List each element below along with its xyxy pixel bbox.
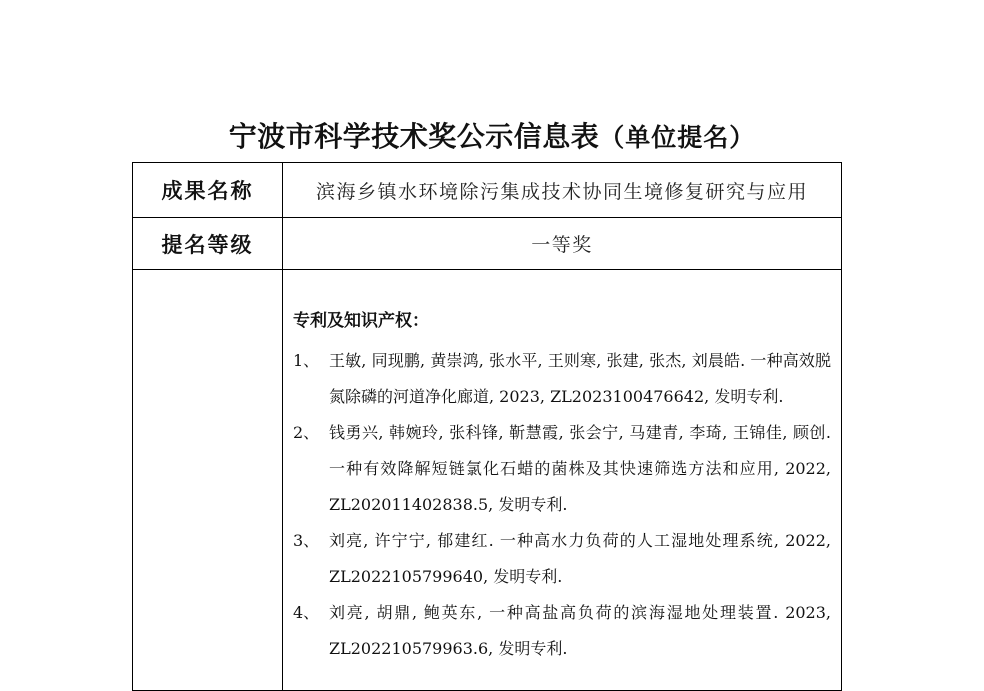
ip-item-text: 王敏, 同现鹏, 黄崇鸿, 张水平, 王则寒, 张建, 张杰, 刘晨皓. 一种高效脱氮除磷的河道净化廊道, 2023, ZL2023100476642, 发明专利. (329, 351, 831, 406)
nomination-level-row (133, 218, 842, 270)
ip-list-item (293, 415, 831, 523)
page-title-sub: （单位提名） (599, 123, 756, 152)
ip-label-cell (133, 270, 283, 691)
ip-row (133, 270, 842, 691)
nomination-level-label: 提名等级 (133, 218, 283, 270)
achievement-name-row (133, 163, 842, 218)
ip-item-text: 刘亮, 胡鼎, 鲍英东, 一种高盐高负荷的滨海湿地处理装置. 2023, ZL202210579963.6, 发明专利. (329, 603, 831, 658)
ip-list-item (293, 343, 831, 415)
ip-list-item (293, 595, 831, 667)
ip-item-number: 3、 (293, 531, 320, 550)
info-table (132, 162, 842, 691)
ip-section-heading: 专利及知识产权： (293, 311, 429, 331)
page-title (0, 117, 984, 161)
ip-item-text: 刘亮, 许宁宁, 郁建红. 一种高水力负荷的人工湿地处理系统, 2022, ZL2022105799640, 发明专利. (329, 531, 831, 586)
nomination-level-value: 一等奖 (283, 218, 842, 270)
ip-content-cell (283, 270, 842, 691)
ip-item-text: 钱勇兴, 韩婉玲, 张科锋, 靳慧霞, 张会宁, 马建青, 李琦, 王锦佳, 顾创. 一种有效降解短链氯化石蜡的菌株及其快速筛选方法和应用, 2022, ZL202011402838.5, 发明专利. (329, 423, 831, 514)
ip-list-item (293, 523, 831, 595)
ip-item-number: 4、 (293, 603, 320, 622)
achievement-name-value: 滨海乡镇水环境除污集成技术协同生境修复研究与应用 (283, 163, 842, 218)
achievement-name-label: 成果名称 (133, 163, 283, 218)
page-title-main: 宁波市科学技术奖公示信息表 (228, 120, 600, 153)
ip-item-number: 2、 (293, 423, 320, 442)
ip-item-number: 1、 (293, 351, 320, 370)
